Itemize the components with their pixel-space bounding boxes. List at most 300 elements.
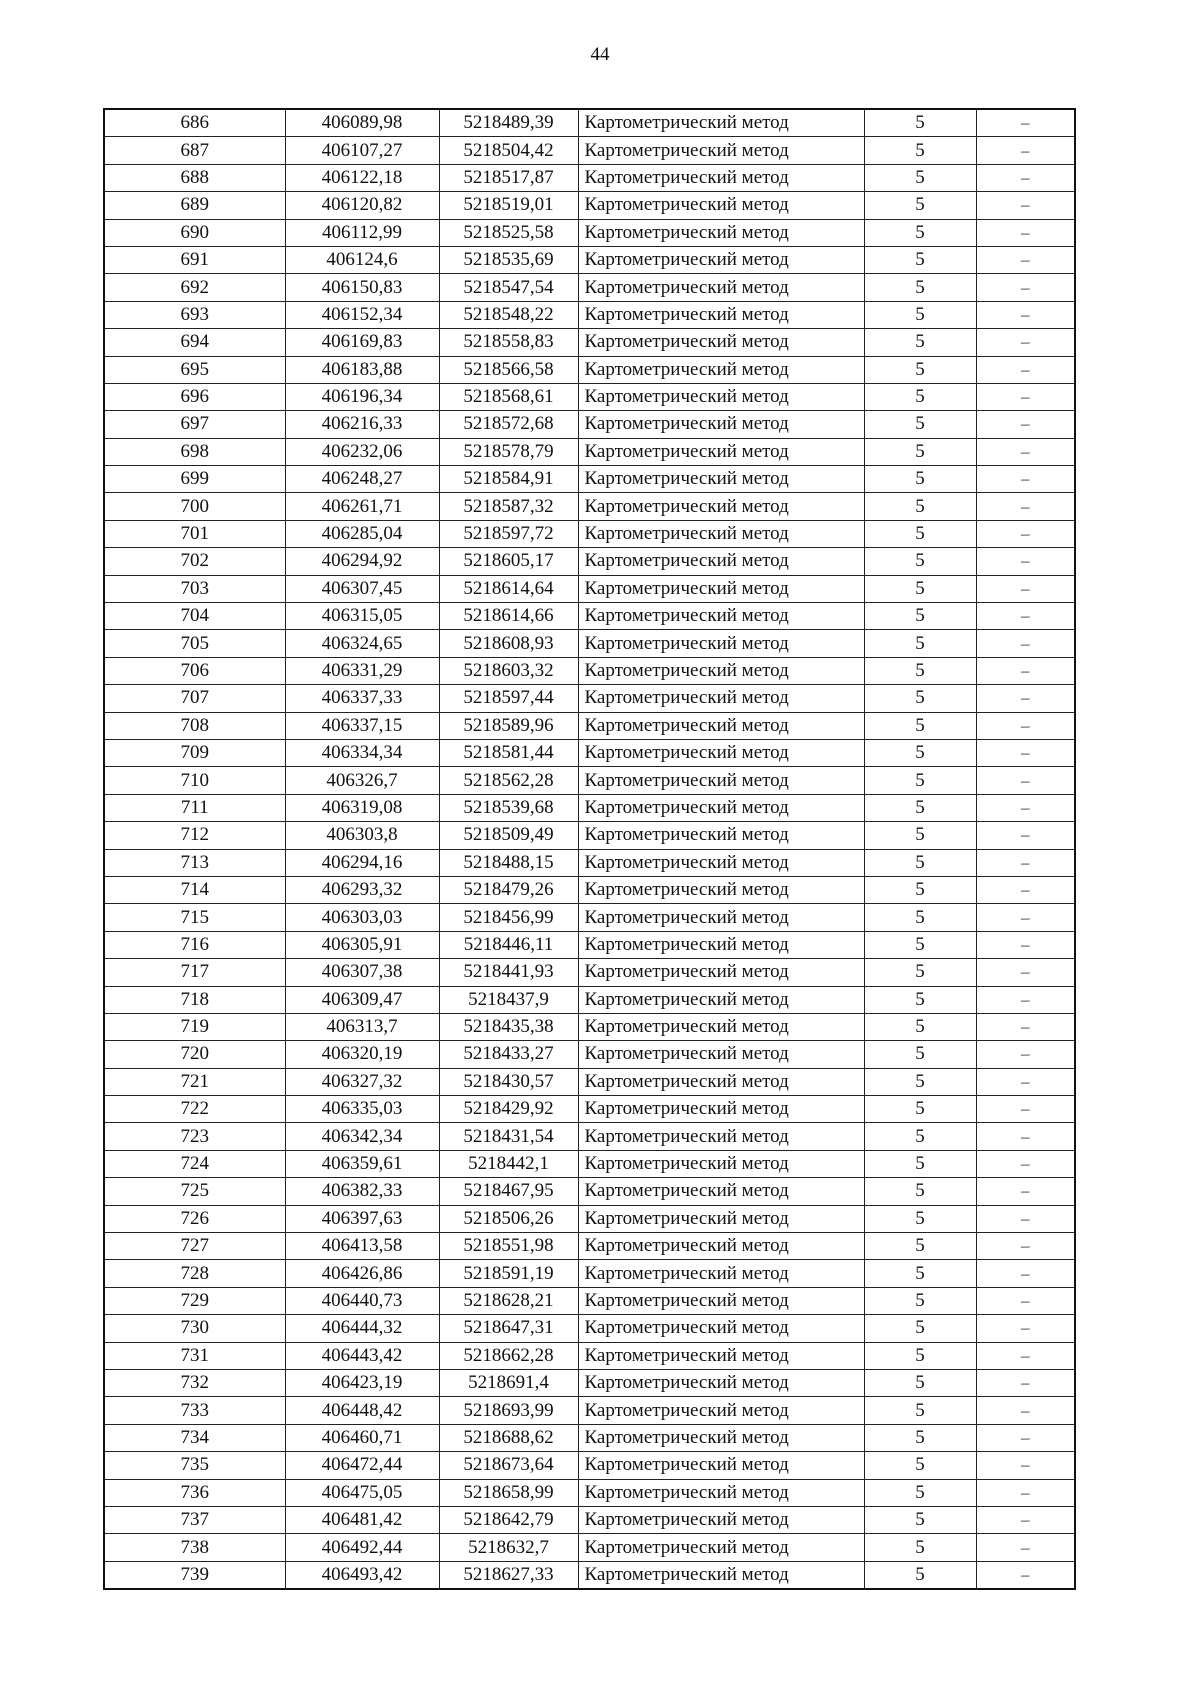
x-coordinate-cell: 406327,32 bbox=[285, 1068, 439, 1095]
x-coordinate-cell: 406305,91 bbox=[285, 931, 439, 958]
y-coordinate-cell: 5218693,99 bbox=[439, 1397, 578, 1424]
accuracy-cell: 5 bbox=[864, 1233, 976, 1260]
accuracy-cell: 5 bbox=[864, 1260, 976, 1287]
method-cell: Картометрический метод bbox=[578, 1150, 864, 1177]
x-coordinate-cell: 406248,27 bbox=[285, 466, 439, 493]
note-cell: – bbox=[976, 192, 1075, 219]
table-row bbox=[104, 192, 1075, 219]
y-coordinate-cell: 5218642,79 bbox=[439, 1506, 578, 1533]
note-cell: – bbox=[976, 438, 1075, 465]
table-row bbox=[104, 1150, 1075, 1177]
accuracy-cell: 5 bbox=[864, 794, 976, 821]
table-row bbox=[104, 685, 1075, 712]
accuracy-cell: 5 bbox=[864, 520, 976, 547]
table-row bbox=[104, 1479, 1075, 1506]
accuracy-cell: 5 bbox=[864, 1123, 976, 1150]
table-row bbox=[104, 849, 1075, 876]
y-coordinate-cell: 5218446,11 bbox=[439, 931, 578, 958]
point-number-cell: 707 bbox=[104, 685, 285, 712]
accuracy-cell: 5 bbox=[864, 1287, 976, 1314]
note-cell: – bbox=[976, 1479, 1075, 1506]
method-cell: Картометрический метод bbox=[578, 1534, 864, 1561]
note-cell: – bbox=[976, 1369, 1075, 1396]
x-coordinate-cell: 406309,47 bbox=[285, 986, 439, 1013]
method-cell: Картометрический метод bbox=[578, 1479, 864, 1506]
x-coordinate-cell: 406448,42 bbox=[285, 1397, 439, 1424]
y-coordinate-cell: 5218525,58 bbox=[439, 219, 578, 246]
table-row bbox=[104, 959, 1075, 986]
accuracy-cell: 5 bbox=[864, 137, 976, 164]
x-coordinate-cell: 406294,92 bbox=[285, 548, 439, 575]
x-coordinate-cell: 406303,8 bbox=[285, 822, 439, 849]
accuracy-cell: 5 bbox=[864, 1397, 976, 1424]
accuracy-cell: 5 bbox=[864, 493, 976, 520]
method-cell: Картометрический метод bbox=[578, 1233, 864, 1260]
accuracy-cell: 5 bbox=[864, 1041, 976, 1068]
accuracy-cell: 5 bbox=[864, 575, 976, 602]
note-cell: – bbox=[976, 1123, 1075, 1150]
method-cell: Картометрический метод bbox=[578, 246, 864, 273]
point-number-cell: 704 bbox=[104, 603, 285, 630]
x-coordinate-cell: 406261,71 bbox=[285, 493, 439, 520]
method-cell: Картометрический метод bbox=[578, 219, 864, 246]
method-cell: Картометрический метод bbox=[578, 356, 864, 383]
point-number-cell: 723 bbox=[104, 1123, 285, 1150]
method-cell: Картометрический метод bbox=[578, 329, 864, 356]
table-row bbox=[104, 575, 1075, 602]
note-cell: – bbox=[976, 685, 1075, 712]
x-coordinate-cell: 406293,32 bbox=[285, 876, 439, 903]
accuracy-cell: 5 bbox=[864, 739, 976, 766]
table-row bbox=[104, 657, 1075, 684]
y-coordinate-cell: 5218429,92 bbox=[439, 1096, 578, 1123]
y-coordinate-cell: 5218647,31 bbox=[439, 1315, 578, 1342]
y-coordinate-cell: 5218506,26 bbox=[439, 1205, 578, 1232]
note-cell: – bbox=[976, 1342, 1075, 1369]
table-row bbox=[104, 822, 1075, 849]
x-coordinate-cell: 406183,88 bbox=[285, 356, 439, 383]
method-cell: Картометрический метод bbox=[578, 603, 864, 630]
y-coordinate-cell: 5218578,79 bbox=[439, 438, 578, 465]
point-number-cell: 714 bbox=[104, 876, 285, 903]
x-coordinate-cell: 406426,86 bbox=[285, 1260, 439, 1287]
point-number-cell: 725 bbox=[104, 1178, 285, 1205]
method-cell: Картометрический метод bbox=[578, 1506, 864, 1533]
y-coordinate-cell: 5218673,64 bbox=[439, 1452, 578, 1479]
method-cell: Картометрический метод bbox=[578, 1561, 864, 1589]
x-coordinate-cell: 406423,19 bbox=[285, 1369, 439, 1396]
method-cell: Картометрический метод bbox=[578, 794, 864, 821]
note-cell: – bbox=[976, 794, 1075, 821]
table-row bbox=[104, 1452, 1075, 1479]
y-coordinate-cell: 5218614,66 bbox=[439, 603, 578, 630]
note-cell: – bbox=[976, 383, 1075, 410]
table-row bbox=[104, 1397, 1075, 1424]
y-coordinate-cell: 5218568,61 bbox=[439, 383, 578, 410]
x-coordinate-cell: 406303,03 bbox=[285, 904, 439, 931]
point-number-cell: 703 bbox=[104, 575, 285, 602]
x-coordinate-cell: 406294,16 bbox=[285, 849, 439, 876]
note-cell: – bbox=[976, 630, 1075, 657]
note-cell: – bbox=[976, 1534, 1075, 1561]
x-coordinate-cell: 406326,7 bbox=[285, 767, 439, 794]
method-cell: Картометрический метод bbox=[578, 1424, 864, 1451]
y-coordinate-cell: 5218589,96 bbox=[439, 712, 578, 739]
y-coordinate-cell: 5218688,62 bbox=[439, 1424, 578, 1451]
table-row bbox=[104, 274, 1075, 301]
method-cell: Картометрический метод bbox=[578, 630, 864, 657]
point-number-cell: 724 bbox=[104, 1150, 285, 1177]
point-number-cell: 731 bbox=[104, 1342, 285, 1369]
x-coordinate-cell: 406196,34 bbox=[285, 383, 439, 410]
table-row bbox=[104, 520, 1075, 547]
method-cell: Картометрический метод bbox=[578, 1452, 864, 1479]
accuracy-cell: 5 bbox=[864, 931, 976, 958]
note-cell: – bbox=[976, 603, 1075, 630]
y-coordinate-cell: 5218547,54 bbox=[439, 274, 578, 301]
x-coordinate-cell: 406359,61 bbox=[285, 1150, 439, 1177]
point-number-cell: 732 bbox=[104, 1369, 285, 1396]
y-coordinate-cell: 5218597,72 bbox=[439, 520, 578, 547]
point-number-cell: 693 bbox=[104, 301, 285, 328]
x-coordinate-cell: 406331,29 bbox=[285, 657, 439, 684]
method-cell: Картометрический метод bbox=[578, 1260, 864, 1287]
point-number-cell: 734 bbox=[104, 1424, 285, 1451]
method-cell: Картометрический метод bbox=[578, 192, 864, 219]
note-cell: – bbox=[976, 164, 1075, 191]
point-number-cell: 727 bbox=[104, 1233, 285, 1260]
accuracy-cell: 5 bbox=[864, 1534, 976, 1561]
method-cell: Картометрический метод bbox=[578, 274, 864, 301]
coordinates-table-body bbox=[104, 109, 1075, 1589]
method-cell: Картометрический метод bbox=[578, 1205, 864, 1232]
table-row bbox=[104, 876, 1075, 903]
accuracy-cell: 5 bbox=[864, 657, 976, 684]
table-row bbox=[104, 1013, 1075, 1040]
x-coordinate-cell: 406324,65 bbox=[285, 630, 439, 657]
table-row bbox=[104, 137, 1075, 164]
table-row bbox=[104, 1287, 1075, 1314]
accuracy-cell: 5 bbox=[864, 959, 976, 986]
y-coordinate-cell: 5218535,69 bbox=[439, 246, 578, 273]
point-number-cell: 728 bbox=[104, 1260, 285, 1287]
table-row bbox=[104, 1315, 1075, 1342]
accuracy-cell: 5 bbox=[864, 274, 976, 301]
note-cell: – bbox=[976, 986, 1075, 1013]
table-row bbox=[104, 164, 1075, 191]
y-coordinate-cell: 5218566,58 bbox=[439, 356, 578, 383]
point-number-cell: 692 bbox=[104, 274, 285, 301]
table-row bbox=[104, 548, 1075, 575]
method-cell: Картометрический метод bbox=[578, 1342, 864, 1369]
accuracy-cell: 5 bbox=[864, 411, 976, 438]
point-number-cell: 710 bbox=[104, 767, 285, 794]
note-cell: – bbox=[976, 739, 1075, 766]
x-coordinate-cell: 406216,33 bbox=[285, 411, 439, 438]
y-coordinate-cell: 5218562,28 bbox=[439, 767, 578, 794]
method-cell: Картометрический метод bbox=[578, 822, 864, 849]
table-row bbox=[104, 301, 1075, 328]
x-coordinate-cell: 406150,83 bbox=[285, 274, 439, 301]
y-coordinate-cell: 5218467,95 bbox=[439, 1178, 578, 1205]
accuracy-cell: 5 bbox=[864, 1479, 976, 1506]
y-coordinate-cell: 5218479,26 bbox=[439, 876, 578, 903]
point-number-cell: 686 bbox=[104, 109, 285, 137]
table-row bbox=[104, 986, 1075, 1013]
y-coordinate-cell: 5218441,93 bbox=[439, 959, 578, 986]
x-coordinate-cell: 406475,05 bbox=[285, 1479, 439, 1506]
y-coordinate-cell: 5218614,64 bbox=[439, 575, 578, 602]
accuracy-cell: 5 bbox=[864, 383, 976, 410]
note-cell: – bbox=[976, 712, 1075, 739]
method-cell: Картометрический метод bbox=[578, 685, 864, 712]
method-cell: Картометрический метод bbox=[578, 383, 864, 410]
point-number-cell: 716 bbox=[104, 931, 285, 958]
x-coordinate-cell: 406337,33 bbox=[285, 685, 439, 712]
accuracy-cell: 5 bbox=[864, 438, 976, 465]
y-coordinate-cell: 5218431,54 bbox=[439, 1123, 578, 1150]
note-cell: – bbox=[976, 1315, 1075, 1342]
method-cell: Картометрический метод bbox=[578, 1068, 864, 1095]
x-coordinate-cell: 406319,08 bbox=[285, 794, 439, 821]
accuracy-cell: 5 bbox=[864, 1178, 976, 1205]
x-coordinate-cell: 406107,27 bbox=[285, 137, 439, 164]
accuracy-cell: 5 bbox=[864, 548, 976, 575]
y-coordinate-cell: 5218628,21 bbox=[439, 1287, 578, 1314]
note-cell: – bbox=[976, 274, 1075, 301]
note-cell: – bbox=[976, 1260, 1075, 1287]
y-coordinate-cell: 5218509,49 bbox=[439, 822, 578, 849]
x-coordinate-cell: 406307,45 bbox=[285, 575, 439, 602]
note-cell: – bbox=[976, 493, 1075, 520]
table-row bbox=[104, 712, 1075, 739]
y-coordinate-cell: 5218539,68 bbox=[439, 794, 578, 821]
table-row bbox=[104, 1424, 1075, 1451]
x-coordinate-cell: 406440,73 bbox=[285, 1287, 439, 1314]
table-row bbox=[104, 1369, 1075, 1396]
table-row bbox=[104, 219, 1075, 246]
x-coordinate-cell: 406120,82 bbox=[285, 192, 439, 219]
accuracy-cell: 5 bbox=[864, 630, 976, 657]
method-cell: Картометрический метод bbox=[578, 1287, 864, 1314]
point-number-cell: 695 bbox=[104, 356, 285, 383]
point-number-cell: 736 bbox=[104, 1479, 285, 1506]
point-number-cell: 722 bbox=[104, 1096, 285, 1123]
note-cell: – bbox=[976, 1068, 1075, 1095]
table-row bbox=[104, 1205, 1075, 1232]
point-number-cell: 691 bbox=[104, 246, 285, 273]
accuracy-cell: 5 bbox=[864, 1369, 976, 1396]
x-coordinate-cell: 406169,83 bbox=[285, 329, 439, 356]
point-number-cell: 701 bbox=[104, 520, 285, 547]
note-cell: – bbox=[976, 1287, 1075, 1314]
method-cell: Картометрический метод bbox=[578, 466, 864, 493]
accuracy-cell: 5 bbox=[864, 109, 976, 137]
method-cell: Картометрический метод bbox=[578, 137, 864, 164]
accuracy-cell: 5 bbox=[864, 1424, 976, 1451]
accuracy-cell: 5 bbox=[864, 246, 976, 273]
point-number-cell: 717 bbox=[104, 959, 285, 986]
y-coordinate-cell: 5218632,7 bbox=[439, 1534, 578, 1561]
x-coordinate-cell: 406413,58 bbox=[285, 1233, 439, 1260]
y-coordinate-cell: 5218597,44 bbox=[439, 685, 578, 712]
method-cell: Картометрический метод bbox=[578, 849, 864, 876]
x-coordinate-cell: 406472,44 bbox=[285, 1452, 439, 1479]
table-row bbox=[104, 109, 1075, 137]
note-cell: – bbox=[976, 1178, 1075, 1205]
y-coordinate-cell: 5218488,15 bbox=[439, 849, 578, 876]
note-cell: – bbox=[976, 548, 1075, 575]
note-cell: – bbox=[976, 1013, 1075, 1040]
x-coordinate-cell: 406285,04 bbox=[285, 520, 439, 547]
table-row bbox=[104, 931, 1075, 958]
table-row bbox=[104, 411, 1075, 438]
y-coordinate-cell: 5218584,91 bbox=[439, 466, 578, 493]
method-cell: Картометрический метод bbox=[578, 876, 864, 903]
table-row bbox=[104, 767, 1075, 794]
x-coordinate-cell: 406152,34 bbox=[285, 301, 439, 328]
note-cell: – bbox=[976, 137, 1075, 164]
accuracy-cell: 5 bbox=[864, 164, 976, 191]
table-row bbox=[104, 1534, 1075, 1561]
method-cell: Картометрический метод bbox=[578, 164, 864, 191]
method-cell: Картометрический метод bbox=[578, 493, 864, 520]
point-number-cell: 739 bbox=[104, 1561, 285, 1589]
y-coordinate-cell: 5218548,22 bbox=[439, 301, 578, 328]
note-cell: – bbox=[976, 1561, 1075, 1589]
table-row bbox=[104, 1506, 1075, 1533]
coordinates-table bbox=[103, 108, 1076, 1590]
x-coordinate-cell: 406232,06 bbox=[285, 438, 439, 465]
point-number-cell: 715 bbox=[104, 904, 285, 931]
accuracy-cell: 5 bbox=[864, 986, 976, 1013]
note-cell: – bbox=[976, 1452, 1075, 1479]
accuracy-cell: 5 bbox=[864, 603, 976, 630]
point-number-cell: 689 bbox=[104, 192, 285, 219]
y-coordinate-cell: 5218504,42 bbox=[439, 137, 578, 164]
accuracy-cell: 5 bbox=[864, 1068, 976, 1095]
note-cell: – bbox=[976, 876, 1075, 903]
table-row bbox=[104, 246, 1075, 273]
note-cell: – bbox=[976, 301, 1075, 328]
point-number-cell: 688 bbox=[104, 164, 285, 191]
point-number-cell: 698 bbox=[104, 438, 285, 465]
note-cell: – bbox=[976, 657, 1075, 684]
method-cell: Картометрический метод bbox=[578, 411, 864, 438]
point-number-cell: 730 bbox=[104, 1315, 285, 1342]
note-cell: – bbox=[976, 575, 1075, 602]
y-coordinate-cell: 5218437,9 bbox=[439, 986, 578, 1013]
table-row bbox=[104, 1561, 1075, 1589]
y-coordinate-cell: 5218456,99 bbox=[439, 904, 578, 931]
point-number-cell: 729 bbox=[104, 1287, 285, 1314]
note-cell: – bbox=[976, 1041, 1075, 1068]
method-cell: Картометрический метод bbox=[578, 301, 864, 328]
point-number-cell: 718 bbox=[104, 986, 285, 1013]
y-coordinate-cell: 5218430,57 bbox=[439, 1068, 578, 1095]
accuracy-cell: 5 bbox=[864, 876, 976, 903]
x-coordinate-cell: 406443,42 bbox=[285, 1342, 439, 1369]
note-cell: – bbox=[976, 356, 1075, 383]
accuracy-cell: 5 bbox=[864, 685, 976, 712]
page-number: 44 bbox=[590, 44, 610, 65]
method-cell: Картометрический метод bbox=[578, 1123, 864, 1150]
accuracy-cell: 5 bbox=[864, 1342, 976, 1369]
accuracy-cell: 5 bbox=[864, 849, 976, 876]
table-row bbox=[104, 1123, 1075, 1150]
method-cell: Картометрический метод bbox=[578, 548, 864, 575]
note-cell: – bbox=[976, 904, 1075, 931]
method-cell: Картометрический метод bbox=[578, 1041, 864, 1068]
point-number-cell: 711 bbox=[104, 794, 285, 821]
table-row bbox=[104, 904, 1075, 931]
y-coordinate-cell: 5218442,1 bbox=[439, 1150, 578, 1177]
table-row bbox=[104, 438, 1075, 465]
y-coordinate-cell: 5218572,68 bbox=[439, 411, 578, 438]
accuracy-cell: 5 bbox=[864, 1150, 976, 1177]
point-number-cell: 719 bbox=[104, 1013, 285, 1040]
x-coordinate-cell: 406089,98 bbox=[285, 109, 439, 137]
y-coordinate-cell: 5218519,01 bbox=[439, 192, 578, 219]
x-coordinate-cell: 406334,34 bbox=[285, 739, 439, 766]
accuracy-cell: 5 bbox=[864, 712, 976, 739]
note-cell: – bbox=[976, 520, 1075, 547]
note-cell: – bbox=[976, 767, 1075, 794]
table-row bbox=[104, 466, 1075, 493]
accuracy-cell: 5 bbox=[864, 466, 976, 493]
method-cell: Картометрический метод bbox=[578, 1397, 864, 1424]
point-number-cell: 733 bbox=[104, 1397, 285, 1424]
point-number-cell: 726 bbox=[104, 1205, 285, 1232]
note-cell: – bbox=[976, 1424, 1075, 1451]
method-cell: Картометрический метод bbox=[578, 931, 864, 958]
x-coordinate-cell: 406337,15 bbox=[285, 712, 439, 739]
note-cell: – bbox=[976, 1506, 1075, 1533]
accuracy-cell: 5 bbox=[864, 1452, 976, 1479]
method-cell: Картометрический метод bbox=[578, 904, 864, 931]
point-number-cell: 706 bbox=[104, 657, 285, 684]
accuracy-cell: 5 bbox=[864, 219, 976, 246]
note-cell: – bbox=[976, 959, 1075, 986]
y-coordinate-cell: 5218603,32 bbox=[439, 657, 578, 684]
x-coordinate-cell: 406313,7 bbox=[285, 1013, 439, 1040]
method-cell: Картометрический метод bbox=[578, 1315, 864, 1342]
table-row bbox=[104, 1233, 1075, 1260]
point-number-cell: 687 bbox=[104, 137, 285, 164]
y-coordinate-cell: 5218581,44 bbox=[439, 739, 578, 766]
y-coordinate-cell: 5218627,33 bbox=[439, 1561, 578, 1589]
accuracy-cell: 5 bbox=[864, 1506, 976, 1533]
table-row bbox=[104, 329, 1075, 356]
point-number-cell: 735 bbox=[104, 1452, 285, 1479]
accuracy-cell: 5 bbox=[864, 301, 976, 328]
table-row bbox=[104, 739, 1075, 766]
accuracy-cell: 5 bbox=[864, 1096, 976, 1123]
accuracy-cell: 5 bbox=[864, 767, 976, 794]
point-number-cell: 702 bbox=[104, 548, 285, 575]
method-cell: Картометрический метод bbox=[578, 1369, 864, 1396]
note-cell: – bbox=[976, 822, 1075, 849]
table-row bbox=[104, 383, 1075, 410]
note-cell: – bbox=[976, 1150, 1075, 1177]
point-number-cell: 694 bbox=[104, 329, 285, 356]
x-coordinate-cell: 406444,32 bbox=[285, 1315, 439, 1342]
point-number-cell: 712 bbox=[104, 822, 285, 849]
y-coordinate-cell: 5218608,93 bbox=[439, 630, 578, 657]
method-cell: Картометрический метод bbox=[578, 959, 864, 986]
x-coordinate-cell: 406342,34 bbox=[285, 1123, 439, 1150]
x-coordinate-cell: 406112,99 bbox=[285, 219, 439, 246]
